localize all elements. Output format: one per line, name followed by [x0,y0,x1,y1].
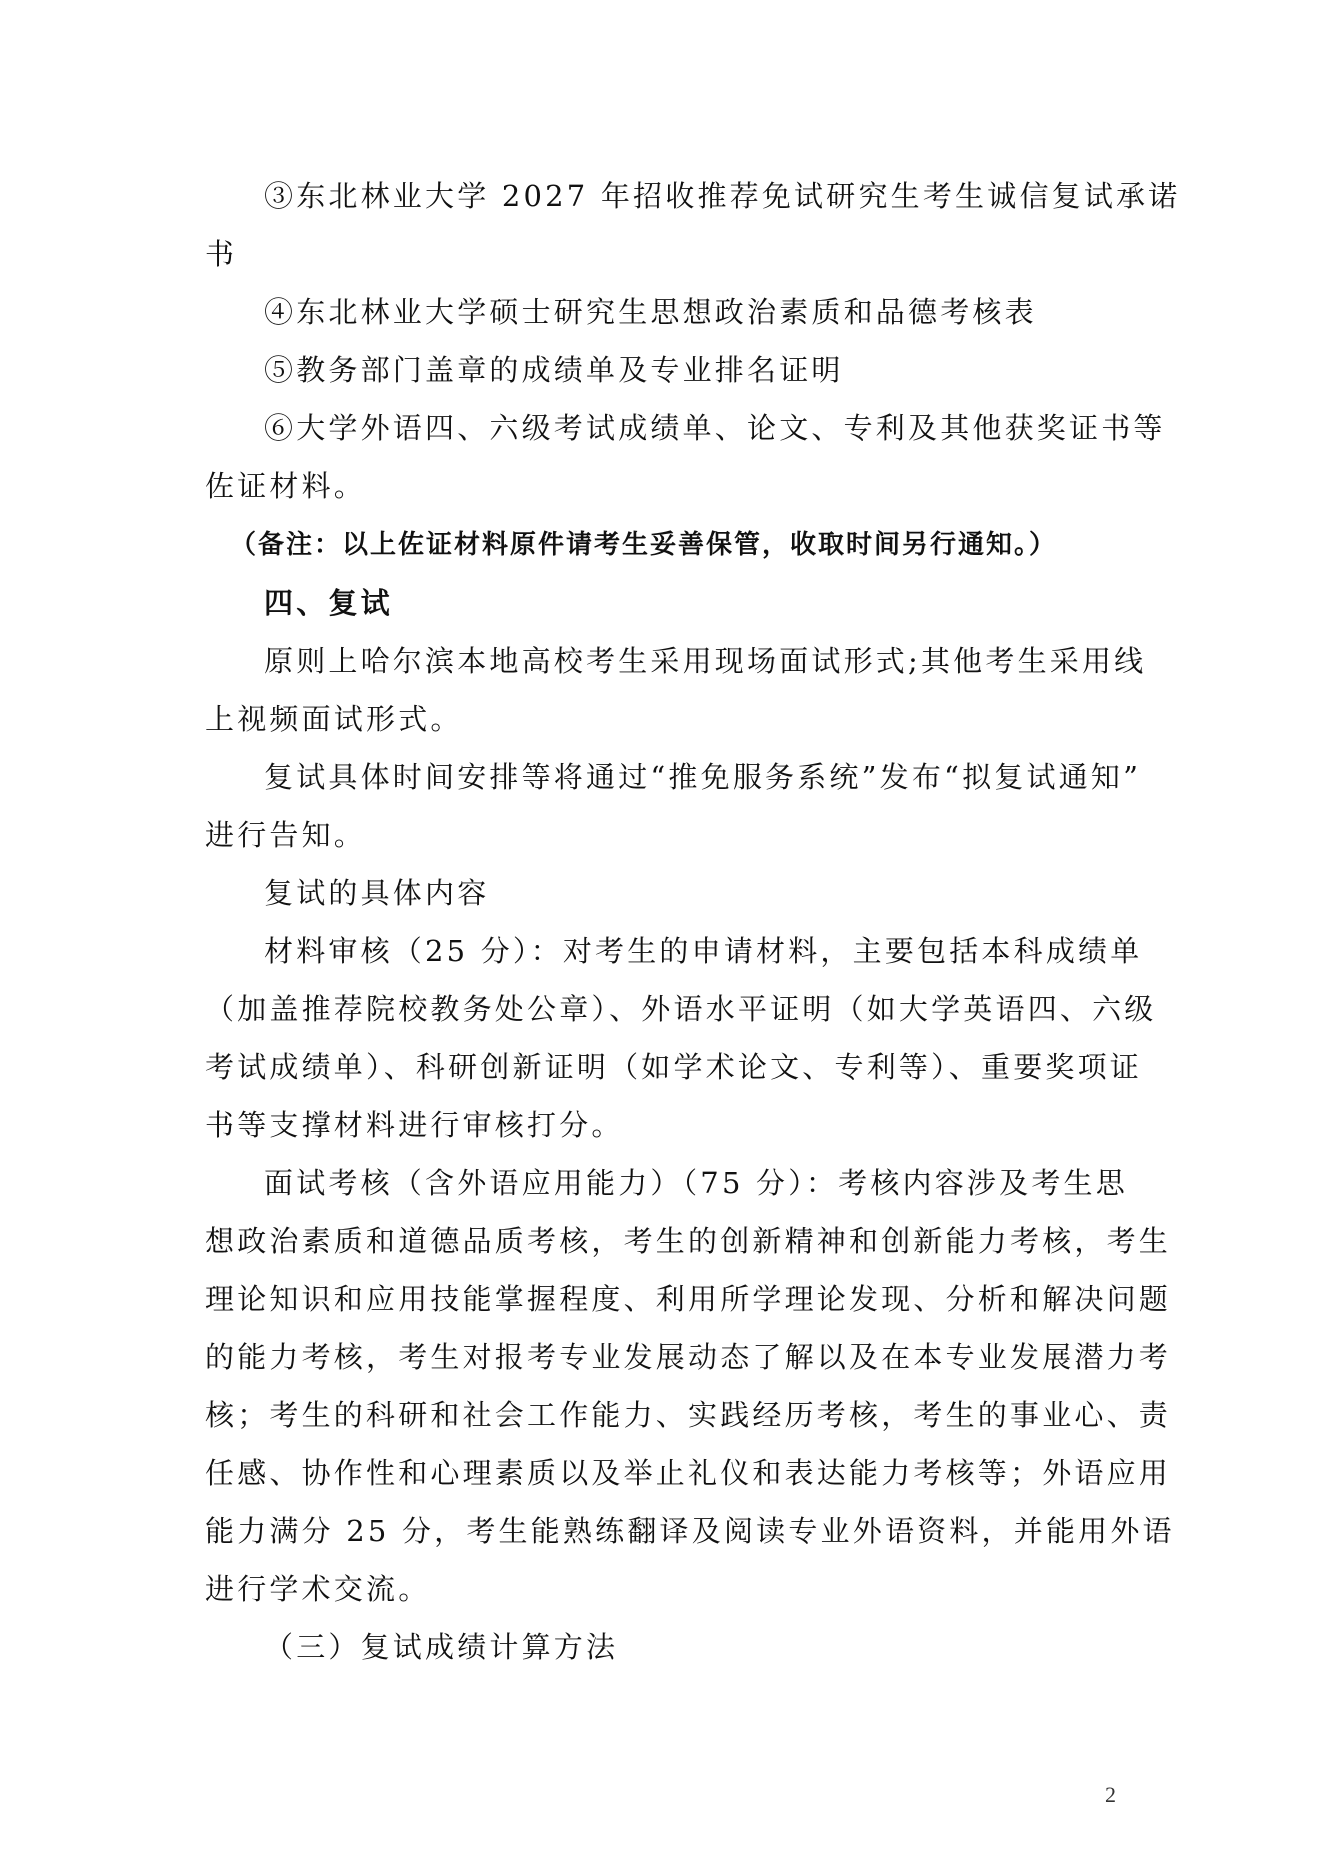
score-calculation-heading: （三）复试成绩计算方法 [264,1630,619,1664]
reexamination-format-paragraph: 原则上哈尔滨本地高校考生采用现场面试形式;其他考生采用线 [264,644,1147,678]
interview-assessment-line-6: 任感、协作性和心理素质以及举止礼仪和表达能力考核等；外语应用 [205,1456,1172,1490]
interview-assessment-line-2: 想政治素质和道德品质考核，考生的创新精神和创新能力考核，考生 [205,1224,1172,1258]
interview-assessment-line-8: 进行学术交流。 [205,1572,431,1606]
reexamination-schedule-continuation: 进行告知。 [205,818,367,852]
material-review-paragraph: 材料审核（25 分）：对考生的申请材料，主要包括本科成绩单 [264,934,1143,968]
interview-assessment-line-3: 理论知识和应用技能掌握程度、利用所学理论发现、分析和解决问题 [205,1282,1172,1316]
material-review-line-3: 考试成绩单）、科研创新证明（如学术论文、专利等）、重要奖项证 [205,1050,1143,1084]
material-review-line-2: （加盖推荐院校教务处公章）、外语水平证明（如大学英语四、六级 [205,992,1157,1026]
page-number: 2 [1105,1782,1116,1807]
interview-assessment-line-5: 核；考生的科研和社会工作能力、实践经历考核，考生的事业心、责 [205,1398,1172,1432]
interview-assessment-line-7: 能力满分 25 分，考生能熟练翻译及阅读专业外语资料，并能用外语 [205,1514,1175,1548]
material-item-6: ⑥大学外语四、六级考试成绩单、论文、专利及其他获奖证书等 [264,411,1166,445]
section-heading-reexamination: 四、复试 [264,586,393,620]
material-item-6-continuation: 佐证材料。 [205,469,367,503]
material-note: （备注：以上佐证材料原件请考生妥善保管，收取时间另行通知。） [230,530,1058,560]
material-item-3: ③东北林业大学 2027 年招收推荐免试研究生考生诚信复试承诺 [264,179,1181,213]
material-review-line-4: 书等支撑材料进行审核打分。 [205,1108,624,1142]
material-item-3-continuation: 书 [205,237,238,271]
interview-assessment-line-4: 的能力考核，考生对报考专业发展动态了解以及在本专业发展潜力考 [205,1340,1172,1374]
material-item-4: ④东北林业大学硕士研究生思想政治素质和品德考核表 [264,295,1037,329]
reexamination-format-continuation: 上视频面试形式。 [205,702,463,736]
reexamination-schedule-paragraph: 复试具体时间安排等将通过“推免服务系统”发布“拟复试通知” [264,760,1142,794]
material-item-5: ⑤教务部门盖章的成绩单及专业排名证明 [264,353,844,387]
interview-assessment-paragraph: 面试考核（含外语应用能力）（75 分）：考核内容涉及考生思 [264,1166,1128,1200]
reexamination-content-heading: 复试的具体内容 [264,876,490,910]
